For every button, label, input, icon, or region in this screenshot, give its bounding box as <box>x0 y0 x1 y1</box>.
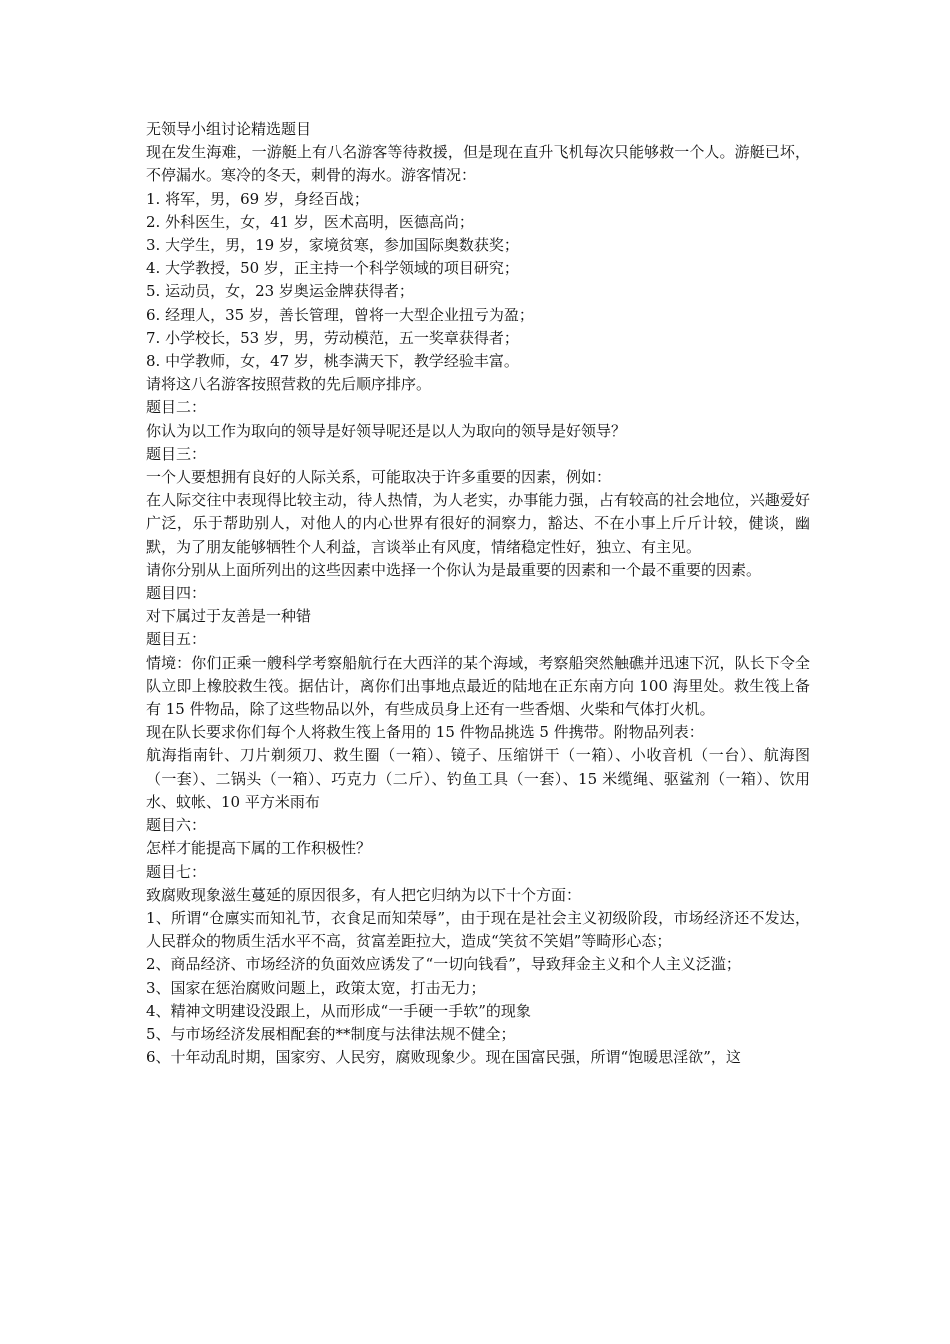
document-page <box>146 118 810 1069</box>
paragraph: 对下属过于友善是一种错 <box>146 607 312 626</box>
paragraph: 怎样才能提高下属的工作积极性？ <box>146 839 372 858</box>
section-heading: 题目六： <box>146 816 207 835</box>
paragraph: 情境：你们正乘一艘科学考察船航行在大西洋的某个海域，考察船突然触礁并迅速下沉，队长下令全队立即上橡胶救生筏。据估计，离你们出事地点最近的陆地在正东南方向 100 海里处。救生筏上备有 15 件物品，除了这些物品以外，有些成员身上还有一些香烟、火柴和气体打火机。 <box>146 653 810 719</box>
section-heading: 题目七： <box>146 862 207 881</box>
paragraph: 请将这八名游客按照营救的先后顺序排序。 <box>146 375 432 394</box>
section-heading: 题目二： <box>146 398 207 417</box>
list-item: 7. 小学校长，53 岁，男，劳动模范，五一奖章获得者； <box>146 328 519 347</box>
paragraph: 你认为以工作为取向的领导是好领导呢还是以人为取向的领导是好领导？ <box>146 421 627 440</box>
list-item: 6. 经理人，35 岁，善长管理，曾将一大型企业扭亏为盈； <box>146 305 534 324</box>
paragraph: 在人际交往中表现得比较主动，待人热情，为人老实，办事能力强，占有较高的社会地位，兴趣爱好广泛，乐于帮助别人，对他人的内心世界有很好的洞察力，豁达、不在小事上斤斤计较，健谈，幽默，为了朋友能够牺牲个人利益，言谈举止有风度，情绪稳定性好，独立、有主见。 <box>146 491 810 556</box>
list-item: 4. 大学教授，50 岁，正主持一个科学领域的项目研究； <box>146 259 519 278</box>
section-heading: 题目四： <box>146 584 207 603</box>
list-item: 3、国家在惩治腐败问题上，政策太宽，打击无力； <box>146 978 486 997</box>
paragraph: 致腐败现象滋生蔓延的原因很多，有人把它归纳为以下十个方面： <box>146 885 582 904</box>
list-item: 1. 将军，男，69 岁，身经百战； <box>146 189 369 208</box>
document-title: 无领导小组讨论精选题目 <box>146 120 312 138</box>
list-item: 6、十年动乱时期，国家穷、人民穷，腐败现象少。现在国富民强，所谓“饱暖思淫欲”，这 <box>146 1048 741 1067</box>
section-heading: 题目五： <box>146 630 207 649</box>
list-item: 2、商品经济、市场经济的负面效应诱发了“一切向钱看”，导致拜金主义和个人主义泛滥； <box>146 955 741 974</box>
paragraph: 请你分别从上面所列出的这些因素中选择一个你认为是最重要的因素和一个最不重要的因素。 <box>146 560 762 579</box>
paragraph: 一个人要想拥有良好的人际关系，可能取决于许多重要的因素，例如： <box>146 468 612 487</box>
list-item: 4、精神文明建设没跟上，从而形成“一手硬一手软”的现象 <box>146 1001 531 1020</box>
paragraph: 现在发生海难，一游艇上有八名游客等待救援，但是现在直升飞机每次只能够救一个人。游艇已坏，不停漏水。寒冷的冬天，刺骨的海水。游客情况： <box>146 143 810 185</box>
list-item: 2. 外科医生，女，41 岁，医术高明，医德高尚； <box>146 212 474 231</box>
paragraph: 航海指南针、刀片剃须刀、救生圈（一箱）、镜子、压缩饼干（一箱）、小收音机（一台）、航海图（一套）、二锅头（一箱）、巧克力（二斤）、钓鱼工具（一套）、15 米缆绳、驱鲨剂（一箱）、饮用水、蚊帐、10 平方米雨布 <box>146 746 810 811</box>
list-item: 5. 运动员，女，23 岁奥运金牌获得者； <box>146 282 414 301</box>
list-item: 5、与市场经济发展相配套的**制度与法律法规不健全； <box>146 1024 516 1043</box>
paragraph: 现在队长要求你们每个人将救生筏上备用的 15 件物品挑选 5 件携带。附物品列表： <box>146 723 704 742</box>
list-item: 1、所谓“仓廪实而知礼节，衣食足而知荣辱”，由于现在是社会主义初级阶段，市场经济还不发达，人民群众的物质生活水平不高，贫富差距拉大，造成“笑贫不笑娼”等畸形心态； <box>146 908 810 951</box>
list-item: 8. 中学教师，女，47 岁，桃李满天下，教学经验丰富。 <box>146 352 519 371</box>
section-heading: 题目三： <box>146 444 207 463</box>
list-item: 3. 大学生，男，19 岁，家境贫寒，参加国际奥数获奖； <box>146 236 519 255</box>
